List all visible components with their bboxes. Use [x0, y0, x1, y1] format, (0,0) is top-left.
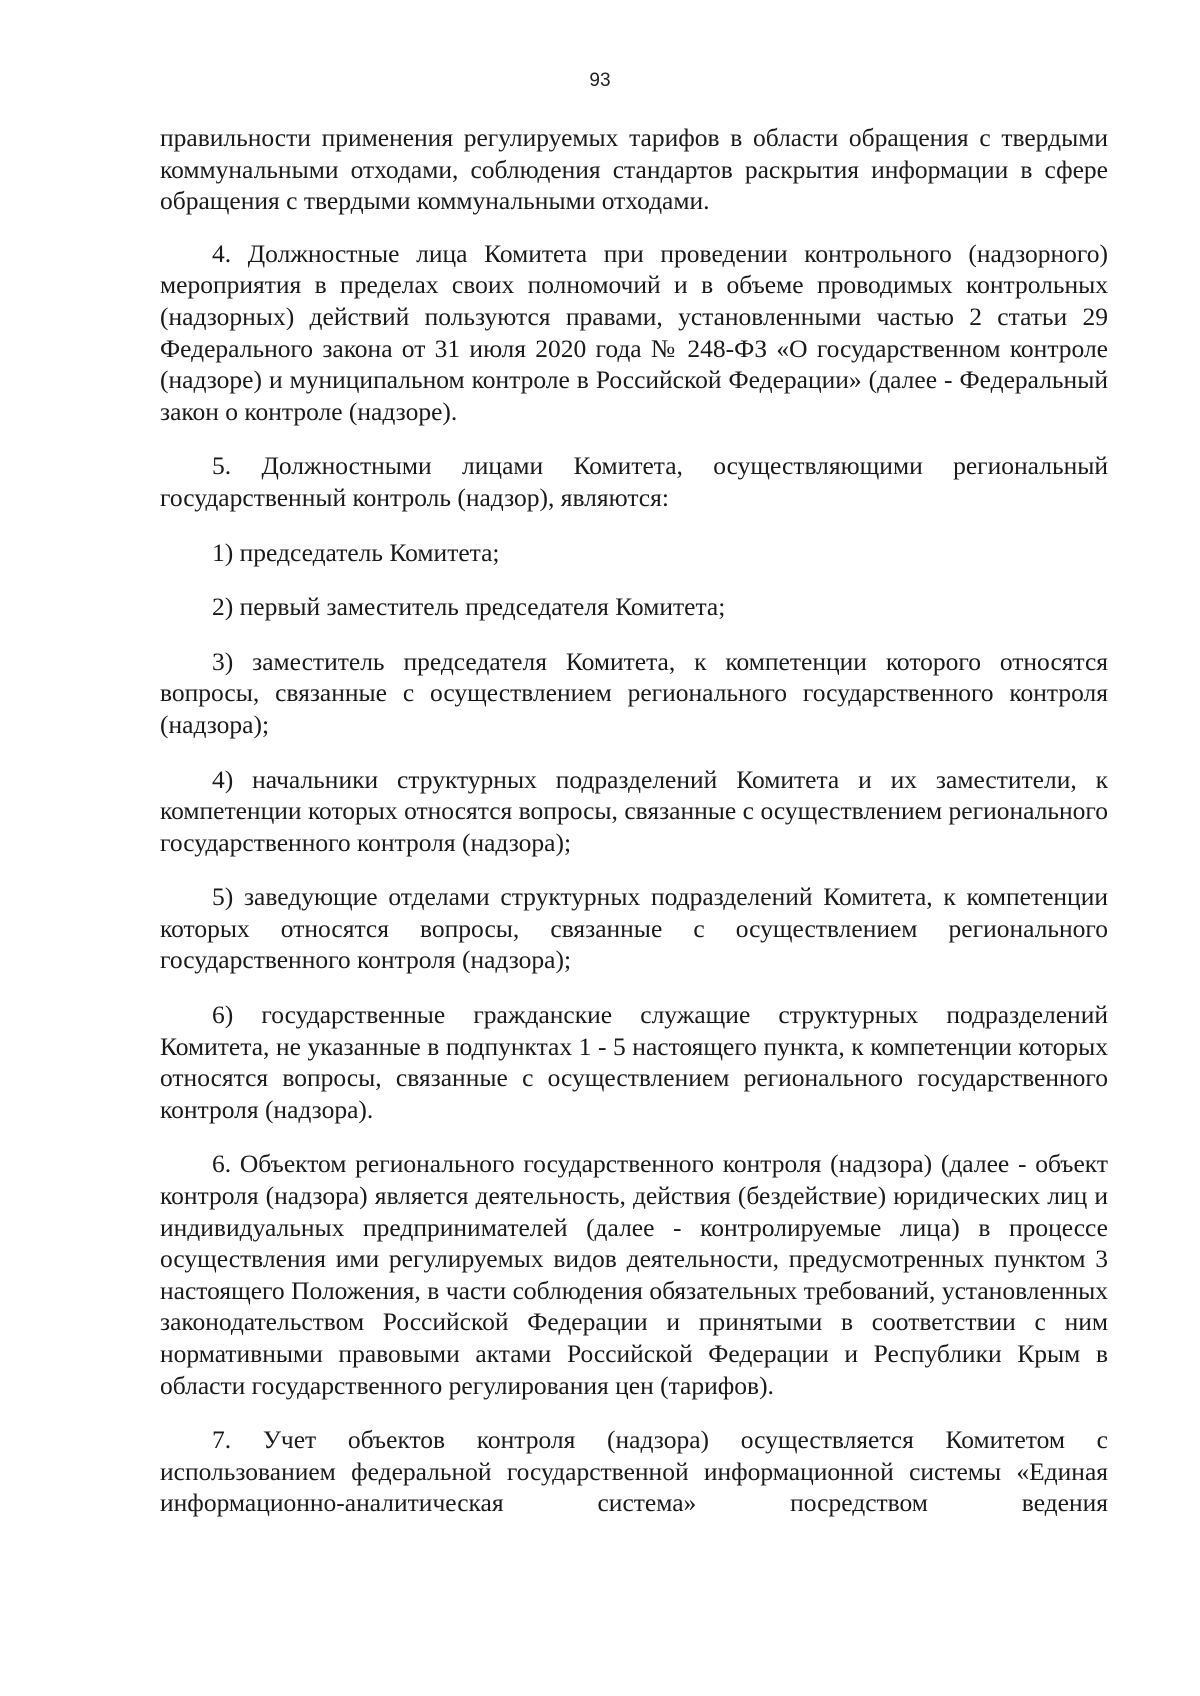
paragraph-continuation: правильности применения регулируемых тарифов в области обращения с твердыми коммунальными отходами, соблюдения стандартов раскрытия информации в сфере обращения с твердыми коммунальными отходами.	[160, 123, 1108, 216]
paragraph-item-7: 7. Учет объектов контроля (надзора) осуществляется Комитетом с использованием федеральной государственной информационной системы «Единая информационно-аналитическая система» посредством ведения	[160, 1425, 1108, 1518]
paragraph-item-6: 6. Объектом регионального государственного контроля (надзора) (далее - объект контроля (надзора) является деятельность, действия (бездействие) юридических лиц и индивидуальных предпринимателей (далее - контролируемые лица) в процессе осуществления ими регулируемых видов деятельности, предусмотренных пунктом 3 настоящего Положения, в части соблюдения обязательных требований, установленных законодательством Российской Федерации и принятыми в соответствии с ним нормативными правовыми актами Российской Федерации и Республики Крым в области государственного регулирования цен (тарифов).	[160, 1149, 1108, 1400]
subitem-6: 6) государственные гражданские служащие структурных подразделений Комитета, не указанные в подпунктах 1 - 5 настоящего пункта, к компетенции которых относятся вопросы, связанные с осуществлением регионального государственного контроля (надзора).	[160, 1000, 1108, 1124]
subitem-2: 2) первый заместитель председателя Комитета;	[212, 592, 726, 622]
document-body	[160, 122, 1108, 1519]
paragraph-item-5: 5. Должностными лицами Комитета, осуществляющими региональный государственный контроль (надзор), являются:	[160, 451, 1108, 512]
subitem-4: 4) начальники структурных подразделений Комитета и их заместители, к компетенции которых относятся вопросы, связанные с осуществлением регионального государственного контроля (надзора);	[160, 764, 1108, 857]
page-number: 93	[589, 70, 611, 91]
subitem-3: 3) заместитель председателя Комитета, к компетенции которого относятся вопросы, связанные с осуществлением регионального государственного контроля (надзора);	[160, 646, 1108, 739]
paragraph-item-4: 4. Должностные лица Комитета при проведении контрольного (надзорного) мероприятия в пределах своих полномочий и в объеме проводимых контрольных (надзорных) действий пользуются правами, установленными частью 2 статьи 29 Федерального закона от 31 июля 2020 года № 248-ФЗ «О государственном контроле (надзоре) и муниципальном контроле в Российской Федерации» (далее - Федеральный закон о контроле (надзоре).	[160, 238, 1108, 426]
subitem-5: 5) заведующие отделами структурных подразделений Комитета, к компетенции которых относятся вопросы, связанные с осуществлением регионального государственного контроля (надзора);	[160, 882, 1108, 975]
subitem-1: 1) председатель Комитета;	[212, 537, 500, 567]
